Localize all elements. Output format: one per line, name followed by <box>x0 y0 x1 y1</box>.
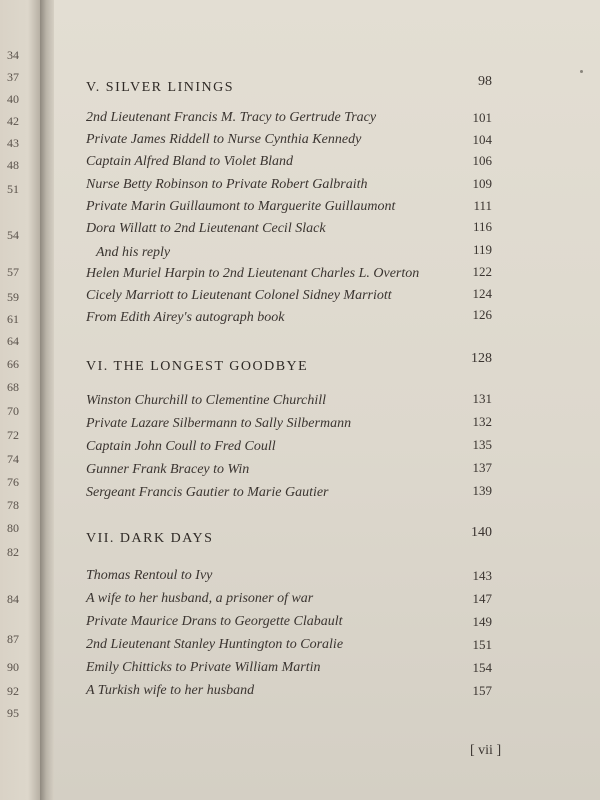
toc-page-number: 131 <box>472 391 492 406</box>
toc-entry: A Turkish wife to her husband <box>86 683 255 698</box>
section-page: 140 <box>471 525 492 540</box>
toc-page-number: 157 <box>472 683 492 698</box>
left-page-number: 84 <box>7 592 19 606</box>
toc-page-number: 109 <box>472 176 492 191</box>
left-page-number: 51 <box>7 182 19 196</box>
toc-page-number: 132 <box>472 414 492 429</box>
paper-speck <box>580 70 583 73</box>
left-page-number: 72 <box>7 428 19 442</box>
left-page-number: 61 <box>7 312 19 326</box>
toc-page-number: 122 <box>472 264 492 279</box>
left-page-number: 82 <box>7 545 19 559</box>
toc-entry: 2nd Lieutenant Stanley Huntington to Coralie <box>86 637 344 652</box>
toc-page-number: 126 <box>472 307 492 322</box>
toc-entry: A wife to her husband, a prisoner of war <box>86 591 314 606</box>
toc-entry: Cicely Marriott to Lieutenant Colonel Sidney Marriott <box>86 288 392 303</box>
toc-page-number: 139 <box>472 483 492 498</box>
toc-page-number: 137 <box>472 460 492 475</box>
left-page-number: 70 <box>7 404 19 418</box>
toc-page-number: 116 <box>472 219 492 234</box>
section-page: 128 <box>471 351 492 366</box>
left-page-number: 54 <box>7 228 19 242</box>
toc-page-number: 154 <box>472 660 492 675</box>
toc-page-number: 135 <box>472 437 492 452</box>
left-page-number: 48 <box>7 158 19 172</box>
toc-entry: Private Marin Guillaumont to Marguerite Guillaumont <box>86 199 396 214</box>
left-page-number: 34 <box>7 48 19 62</box>
left-page-number: 90 <box>7 660 19 674</box>
toc-entry: Helen Muriel Harpin to 2nd Lieutenant Charles L. Overton <box>86 266 420 281</box>
left-page-number: 92 <box>7 684 19 698</box>
left-page-number: 64 <box>7 334 19 348</box>
left-page-number: 43 <box>7 136 19 150</box>
page-folio: [ vii ] <box>470 743 502 758</box>
left-page-number: 37 <box>7 70 19 84</box>
left-page-number: 74 <box>7 452 19 466</box>
toc-entry: Nurse Betty Robinson to Private Robert Galbraith <box>86 177 368 192</box>
toc-page-number: 143 <box>472 568 492 583</box>
section-page: 98 <box>478 74 492 89</box>
toc-page-number: 101 <box>472 110 492 125</box>
toc-page-number: 106 <box>472 153 492 168</box>
toc-entry: Emily Chitticks to Private William Martin <box>86 660 321 675</box>
toc-page-number: 149 <box>472 614 492 629</box>
toc-entry: Gunner Frank Bracey to Win <box>86 462 250 477</box>
left-page-number: 40 <box>7 92 19 106</box>
left-page-number: 66 <box>7 357 19 371</box>
left-page-number: 68 <box>7 380 19 394</box>
toc-page-number: 104 <box>472 132 492 147</box>
toc-entry: And his reply <box>96 245 171 260</box>
book-gutter <box>40 0 54 800</box>
toc-entry: Winston Churchill to Clementine Churchill <box>86 393 327 408</box>
left-page <box>0 0 40 800</box>
toc-entry: Captain John Coull to Fred Coull <box>86 439 276 454</box>
toc-entry: Dora Willatt to 2nd Lieutenant Cecil Slack <box>86 221 326 236</box>
toc-page-number: 124 <box>472 286 492 301</box>
toc-entry: Private James Riddell to Nurse Cynthia Kennedy <box>86 132 362 147</box>
toc-entry: Thomas Rentoul to Ivy <box>86 568 213 583</box>
left-page-number: 95 <box>7 706 19 720</box>
toc-entry: Captain Alfred Bland to Violet Bland <box>86 154 294 169</box>
toc-entry: Private Maurice Drans to Georgette Clabault <box>86 614 343 629</box>
left-page-number: 76 <box>7 475 19 489</box>
toc-entry: From Edith Airey's autograph book <box>86 310 285 325</box>
section-title: VI. THE LONGEST GOODBYE <box>86 359 309 374</box>
left-page-number: 42 <box>7 114 19 128</box>
toc-entry: Private Lazare Silbermann to Sally Silbermann <box>86 416 352 431</box>
left-page-number: 78 <box>7 498 19 512</box>
left-page-number: 80 <box>7 521 19 535</box>
toc-entry: 2nd Lieutenant Francis M. Tracy to Gertrude Tracy <box>86 110 377 125</box>
toc-page-number: 119 <box>472 242 492 257</box>
left-page-number: 59 <box>7 290 19 304</box>
toc-page-number: 147 <box>472 591 492 606</box>
toc-page-number: 151 <box>472 637 492 652</box>
section-title: VII. DARK DAYS <box>86 531 214 546</box>
toc-entry: Sergeant Francis Gautier to Marie Gautier <box>86 485 329 500</box>
left-page-number: 87 <box>7 632 19 646</box>
toc-page-number: 111 <box>473 198 492 213</box>
section-title: V. SILVER LININGS <box>86 80 235 95</box>
left-page-number: 57 <box>7 265 19 279</box>
